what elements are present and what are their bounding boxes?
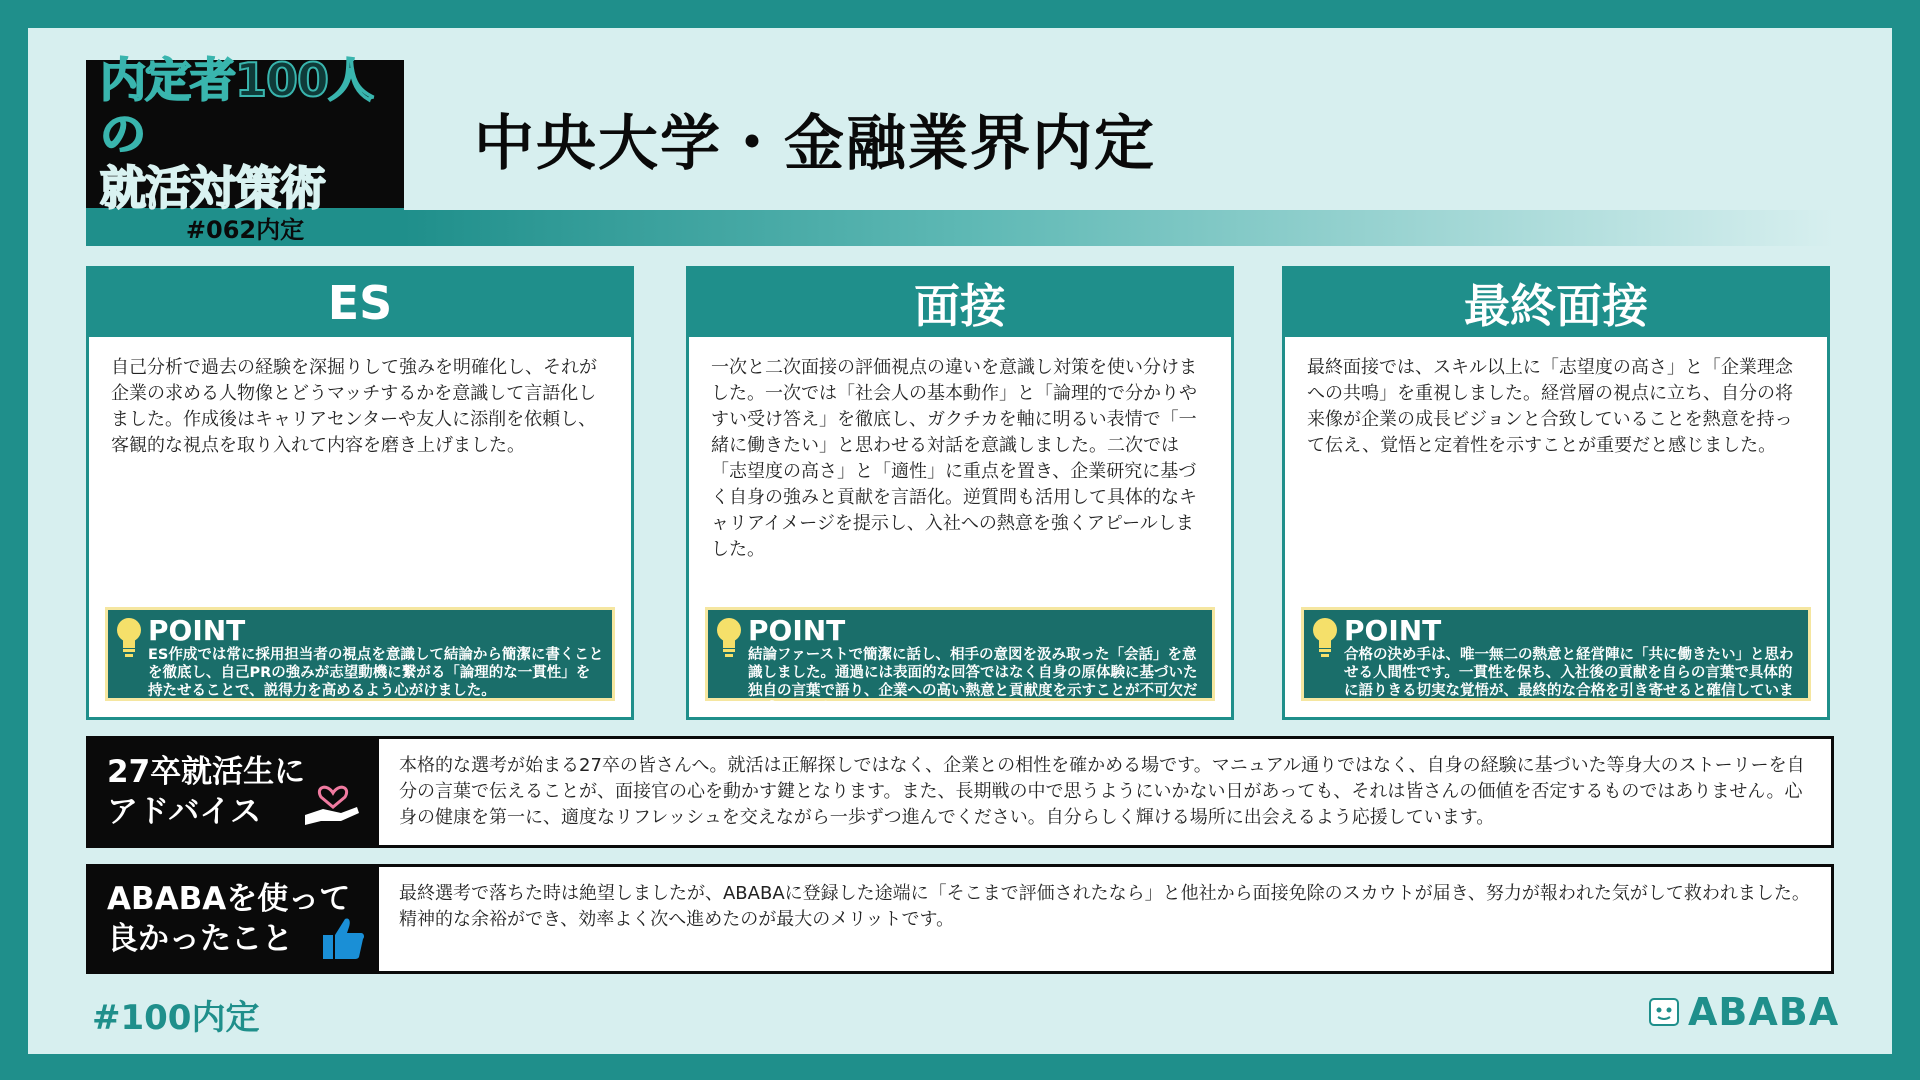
- advice-text: 本格的な選考が始まる27卒の皆さんへ。就活は正解探しではなく、企業との相性を確かめる場です。マニュアル通りではなく、自身の経験に基づいた等身大のストーリーを自分の言葉で伝えることが、面接官の心を動かす鍵となります。また、長期戦の中で思うようにいかない日があっても、それは皆さんの価値を否定するものではありません。心身の健康を第一に、適度なリフレッシュを交えながら一歩ずつ進んでください。自分らしく輝ける場所に出会えるよう応援しています。: [399, 755, 1805, 828]
- lightbulb-icon: [714, 616, 744, 660]
- card-interview: [686, 266, 1234, 720]
- point-label: POINT: [1344, 614, 1442, 647]
- brand-logo: [1648, 990, 1839, 1034]
- card-final-interview: [1282, 266, 1830, 720]
- card-es: [86, 266, 634, 720]
- advice-row: [86, 736, 1834, 848]
- point-box: [105, 607, 615, 701]
- page-title: 中央大学・金融業界内定: [474, 109, 1156, 179]
- point-text: 合格の決め手は、唯一無二の熱意と経営陣に「共に働きたい」と思わせる人間性です。一貫性を保ち、入社後の貢献を自らの言葉で具体的に語りきる切実な覚悟が、最終的な合格を引き寄せると確信しています。: [1344, 647, 1794, 717]
- advice-label-block: [89, 739, 379, 845]
- thumbs-up-icon: [321, 915, 365, 961]
- lightbulb-icon: [1310, 616, 1340, 660]
- card-body: 自己分析で過去の経験を深掘りして強みを明確化し、それが企業の求める人物像とどうマッチするかを意識して言語化しました。作成後はキャリアセンターや友人に添削を依頼し、客観的な視点を取り入れて内容を磨き上げました。: [111, 357, 597, 456]
- ababa-label-block: [89, 867, 379, 971]
- heart-hand-icon: [301, 769, 365, 829]
- lightbulb-icon: [114, 616, 144, 660]
- brand-mascot-icon: [1648, 995, 1682, 1029]
- brand-name: ABABA: [1688, 990, 1840, 1034]
- point-box: [1301, 607, 1811, 717]
- card-heading: 最終面接: [1285, 269, 1827, 337]
- logo-title-block: [86, 53, 404, 215]
- point-text: 結論ファーストで簡潔に話し、相手の意図を汲み取った「会話」を意識しました。通過には表面的な回答ではなく自身の原体験に基づいた独自の言葉で語り、企業への高い熱意と貢献度を示すことが不可欠だと感じました。: [748, 647, 1198, 717]
- footer-hashtag: #100内定: [92, 998, 260, 1038]
- title-underline-bar: [404, 210, 1834, 246]
- logo: [86, 53, 404, 246]
- logo-line-2: 就活対策術: [100, 161, 325, 215]
- card-heading: 面接: [689, 269, 1231, 337]
- advice-label: 27卒就活生に アドバイス: [107, 754, 306, 830]
- ababa-row: [86, 864, 1834, 974]
- point-box: [705, 607, 1215, 717]
- card-body: 最終面接では、スキル以上に「志望度の高さ」と「企業理念への共鳴」を重視しました。経営層の視点に立ち、自分の将来像が企業の成長ビジョンと合致していることを熱意を持って伝え、覚悟と定着性を示すことが重要だと感じました。: [1307, 357, 1793, 456]
- point-label: POINT: [748, 614, 846, 647]
- point-text: ES作成では常に採用担当者の視点を意識して結論から簡潔に書くことを徹底し、自己PRの強みが志望動機に繋がる「論理的な一貫性」を持たせることで、説得力を高めるよう心がけました。: [148, 647, 604, 699]
- ababa-text: 最終選考で落ちた時は絶望しましたが、ABABAに登録した途端に「そこまで評価されたなら」と他社から面接免除のスカウトが届き、努力が報われた気がして救われました。精神的な余裕ができ、効率よく次へ進めたのが最大のメリットです。: [399, 883, 1810, 930]
- card-heading: ES: [89, 269, 631, 337]
- logo-line-1: 内定者100人の: [100, 53, 374, 161]
- ababa-label: ABABAを使って 良かったこと: [107, 881, 351, 957]
- logo-tag: #062内定: [86, 208, 404, 246]
- card-body: 一次と二次面接の評価視点の違いを意識し対策を使い分けました。一次では「社会人の基本動作」と「論理的で分かりやすい受け答え」を徹底し、ガクチカを軸に明るい表情で「一緒に働きたい」と思わせる対話を意識しました。二次では「志望度の高さ」と「適性」に重点を置き、企業研究に基づく自身の強みと貢献を言語化。逆質問も活用して具体的なキャリアイメージを提示し、入社への熱意を強くアピールしました。: [711, 357, 1197, 560]
- point-label: POINT: [148, 614, 246, 647]
